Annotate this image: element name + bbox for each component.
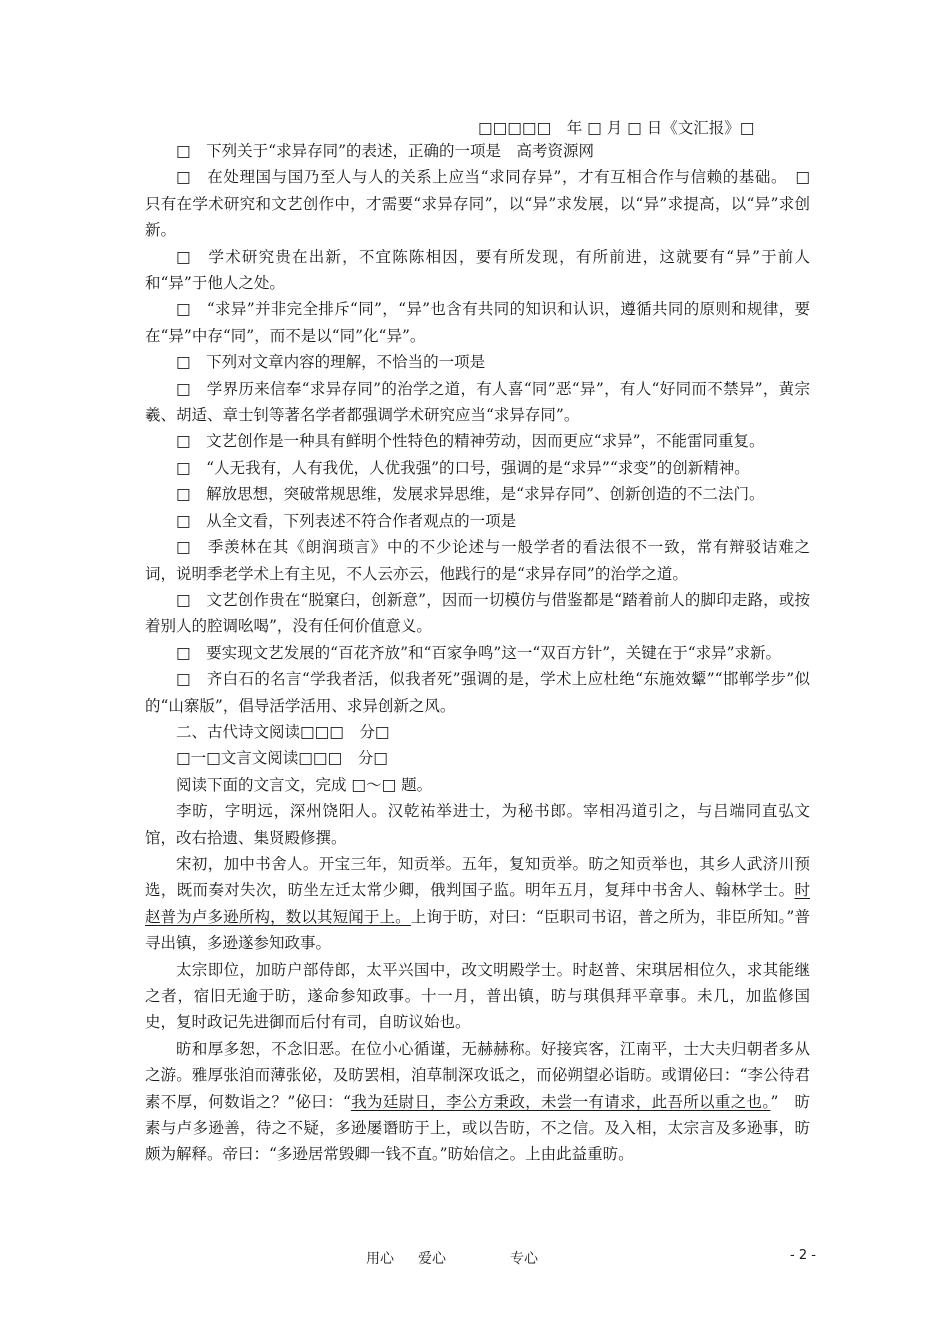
option-paragraph: □ 学术研究贵在出新，不宜陈陈相因，要有所发现，有所前进，这就要有“异”于前人和“异”于他人之处。 [145, 247, 810, 293]
classical-text-paragraph [145, 851, 810, 957]
text-segment: 宋初，加中书舍人。开宝三年，知贡举。五年，复知贡举。昉之知贡举也，其乡人武济川预选，既而奏对失次，昉坐左迁太常少卿，俄判国子监。明年五月，复拜中书舍人、翰林学士。 [145, 854, 810, 900]
footer-word: 爱心 [418, 1251, 446, 1267]
source-citation: □□□□□ 年 □ 月 □ 日《文汇报》□ [478, 119, 755, 137]
option-paragraph: □ “人无我有，人有我优，人优我强”的口号，强调的是“求异”“求变”的创新精神。 [176, 458, 750, 477]
option-paragraph: □ 齐白石的名言“学我者活，似我者死”强调的是，学术上应杜绝“东施效颦”“邯郸学步”似的“山寨版”，倡导活学活用、求异创新之风。 [145, 670, 810, 715]
question-stem: □ 从全文看，下列表述不符合作者观点的一项是 [176, 511, 517, 530]
option-paragraph: □ 在处理国与国乃至人与人的关系上应当“求同存异”，才有互相合作与信赖的基础。 □ 只有在学术研究和文艺创作中，才需要“求异存同”，以“异”求发展，以“异”求提高，以“异”求创新。 [145, 168, 826, 240]
subsection-heading: □一□文言文阅读□□□ 分□ [176, 749, 388, 768]
option-paragraph: □ 学界历来信奉“求异存同”的治学之道，有人喜“同”恶“异”，有人“好同而不禁异”，黄宗羲、胡适、章士钊等著名学者都强调学术研究应当“求异存同”。 [145, 379, 810, 425]
question-stem: □ 下列对文章内容的理解，不恰当的一项是 [176, 353, 486, 372]
underlined-sentence: 我为廷尉日，李公方秉政，未尝一有请求，此吾所以重之也。 [350, 1092, 771, 1111]
classical-text-paragraph: 李昉，字明远，深州饶阳人。汉乾祐举进士，为秘书郎。宰相冯道引之，与吕端同直弘文馆，改右拾遗、集贤殿修撰。 [145, 802, 810, 847]
classical-text-paragraph [145, 1036, 810, 1168]
option-paragraph: □ 季羡林在其《朗润琐言》中的不少论述与一般学者的看法很不一致，常有辩驳诘难之词，说明季老学术上有主见，不人云亦云，他践行的是“求异存同”的治学之道。 [145, 538, 810, 583]
footer-word: 专心 [510, 1251, 538, 1267]
page-number: - 2 - [790, 1248, 816, 1263]
option-paragraph: □ 解放思想，突破常规思维，发展求异思维，是“求异存同”、创新创造的不二法门。 [176, 485, 765, 504]
text-segment: 上询于昉，对曰：“臣职司书诏，普之所为，非臣所知。”普寻出镇，多逊遂参知政事。 [145, 907, 810, 953]
option-paragraph: □ 要实现文艺发展的“百花齐放”和“百家争鸣”这一“双百方针”，关键在于“求异”求新。 [176, 643, 782, 662]
option-paragraph: □ 文艺创作是一种具有鲜明个性特色的精神劳动，因而更应“求异”，不能雷同重复。 [176, 432, 765, 451]
reading-instruction: 阅读下面的文言文，完成 □～□ 题。 [176, 775, 433, 794]
footer-word: 用心 [366, 1251, 394, 1267]
text-segment: ” 昉素与卢多逊善，待之不疑，多逊屡谮昉于上，或以告昉，不之信。及入相，太宗言及多逊事，昉颇为解释。帝曰：“多逊居常毁卿一钱不直。”昉始信之。上由此益重昉。 [145, 1092, 810, 1164]
option-paragraph: □ “求异”并非完全排斥“同”，“异”也含有共同的知识和认识，遵循共同的原则和规律，要在“异”中存“同”，而不是以“同”化“异”。 [145, 300, 810, 345]
section-heading: 二、古代诗文阅读□□□ 分□ [176, 722, 390, 741]
option-paragraph: □ 文艺创作贵在“脱窠臼，创新意”，因而一切模仿与借鉴都是“踏着前人的脚印走路，或按着别人的腔调吆喝”，没有任何价值意义。 [145, 590, 810, 636]
question-stem: □ 下列关于“求异存同”的表述，正确的一项是 高考资源网 [176, 142, 594, 160]
text-body [145, 138, 826, 1168]
classical-text-paragraph: 太宗即位，加昉户部侍郎，太平兴国中，改文明殿学士。时赵普、宋琪居相位久，求其能继之者，宿旧无逾于昉，遂命参知政事。十一月，普出镇，昉与琪俱拜平章事。未几，加监修国史，复时政记先进御而后付有司，自昉议始也。 [145, 960, 810, 1032]
text-segment: 昉和厚多恕，不念旧恶。在位小心循谨，无赫赫称。好接宾客，江南平，士大夫归朝者多从之游。雅厚张洎而薄张佖，及昉罢相，洎草制深攻诋之，而佖朔望必诣昉。或谓佖曰：“李公待君素不厚，何数诣之？”佖曰：“ [145, 1039, 810, 1111]
underlined-sentence: 时赵普为卢多逊所构，数以其短闻于上。 [145, 881, 810, 926]
